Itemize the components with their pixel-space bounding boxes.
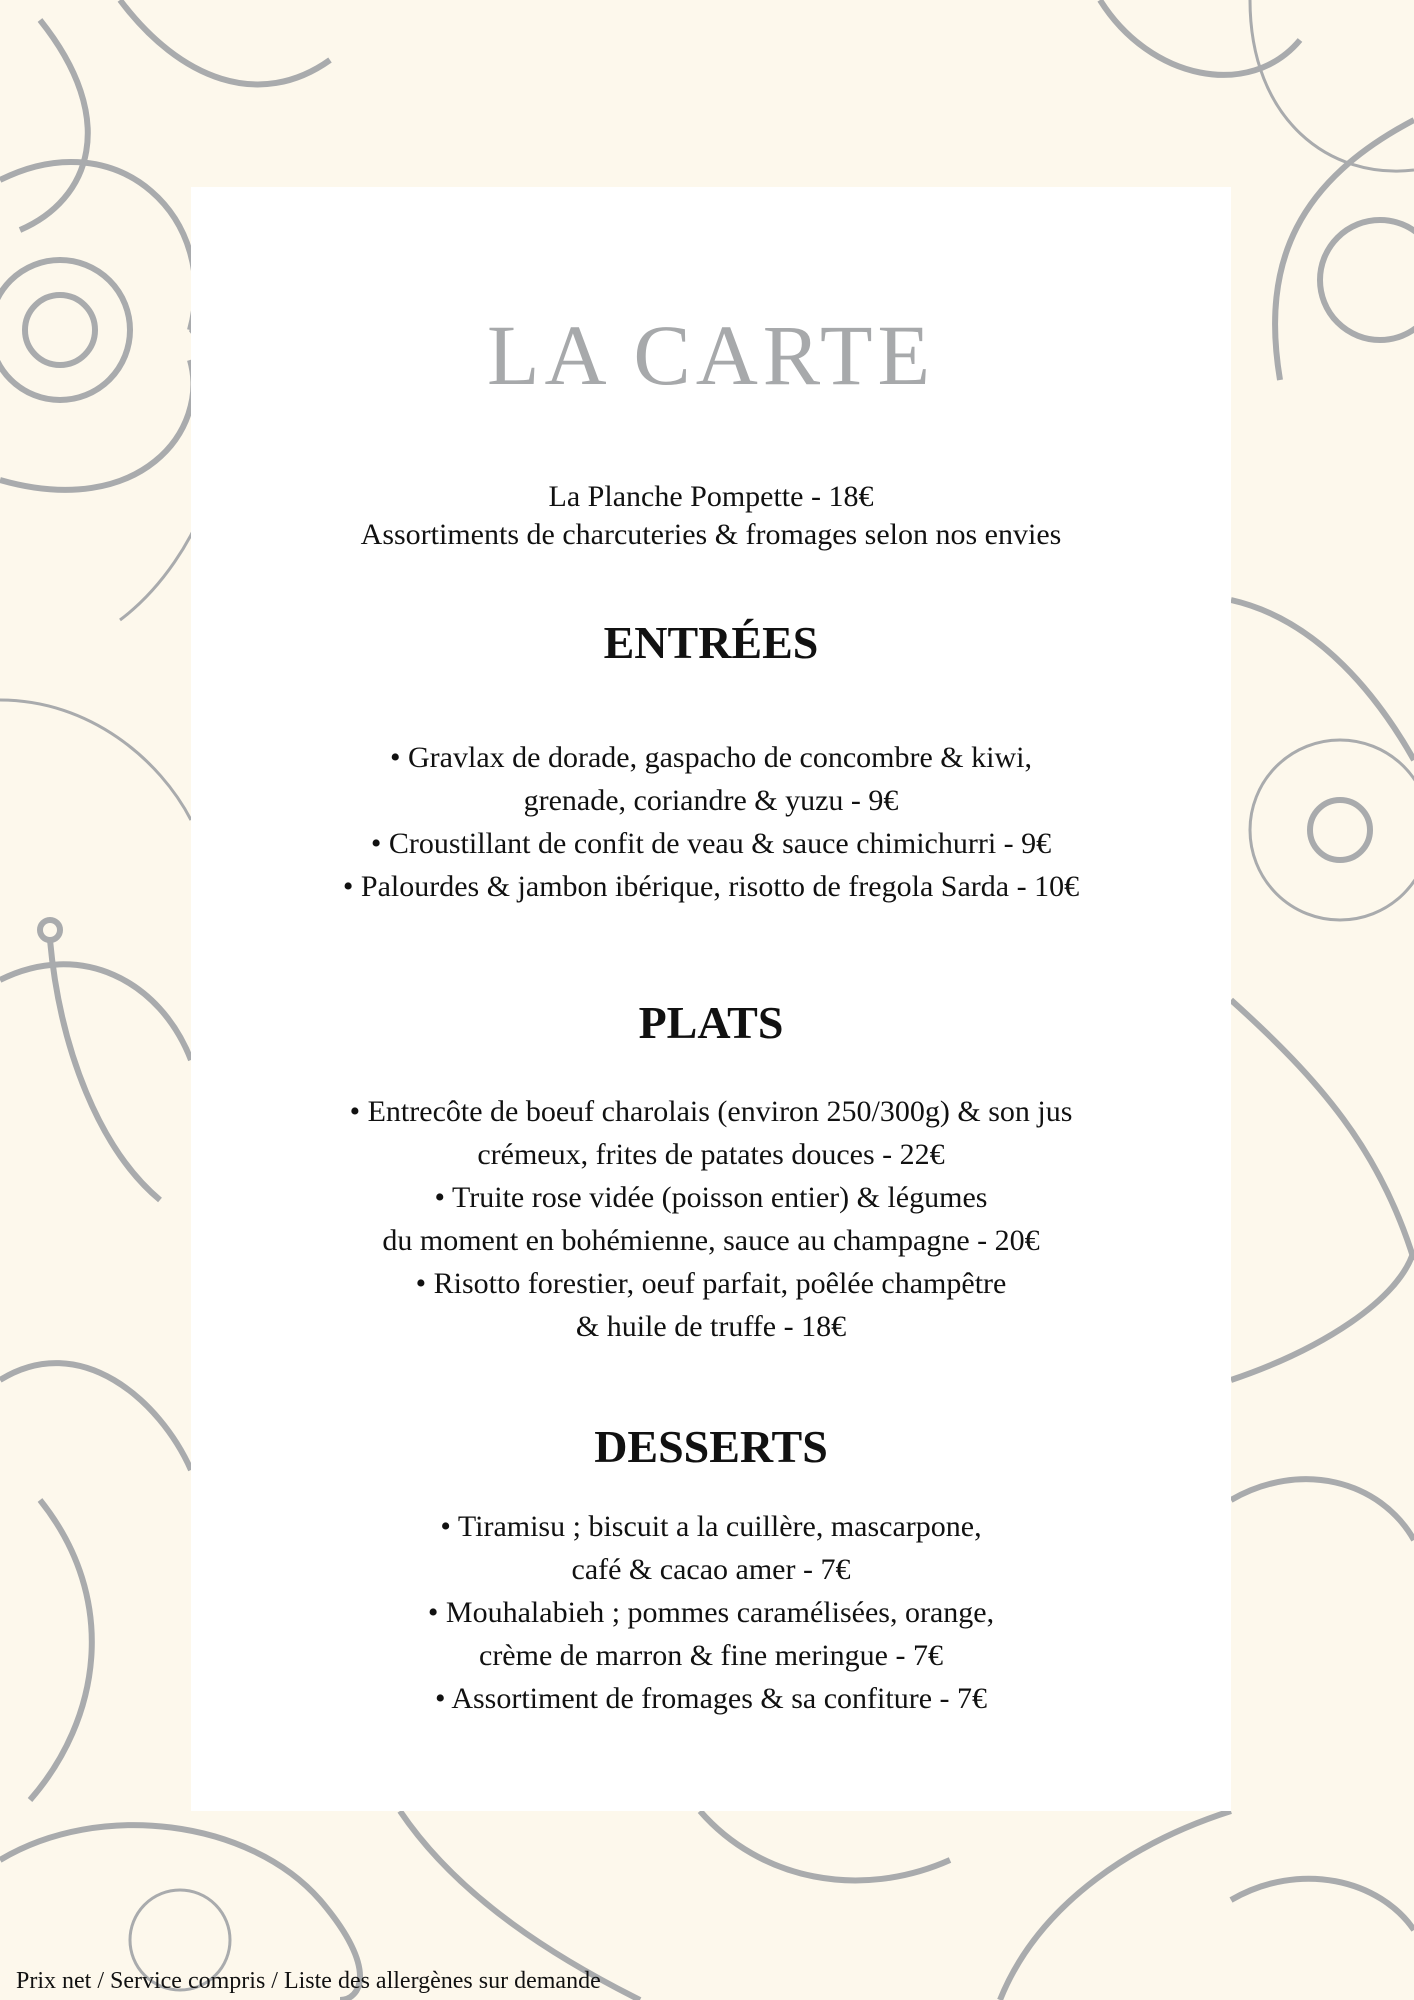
menu-item-line: café & cacao amer - 7€ <box>571 1553 851 1586</box>
menu-item-line: & huile de truffe - 18€ <box>575 1310 847 1343</box>
menu-item-line: • Croustillant de confit de veau & sauce chimichurri - 9€ <box>370 827 1052 860</box>
flower-illustration-right <box>1231 740 1414 1540</box>
section-heading-plats: PLATS <box>638 997 784 1048</box>
menu-item-line: • Risotto forestier, oeuf parfait, poêlée champêtre <box>415 1267 1007 1300</box>
menu-item-line: grenade, coriandre & yuzu - 9€ <box>523 784 899 817</box>
menu-title: LA CARTE <box>486 307 936 403</box>
menu-item-line: • Mouhalabieh ; pommes caramélisées, orange, <box>427 1596 995 1629</box>
intro-description: Assortiments de charcuteries & fromages selon nos envies <box>360 518 1062 551</box>
intro-name: La Planche Pompette - 18€ <box>548 480 874 513</box>
menu-item-line: • Tiramisu ; biscuit a la cuillère, mascarpone, <box>440 1510 982 1543</box>
menu-item-line: crème de marron & fine meringue - 7€ <box>479 1639 943 1672</box>
section-heading-desserts: DESSERTS <box>594 1421 828 1472</box>
menu-item-line: • Assortiment de fromages & sa confiture - 7€ <box>434 1682 988 1715</box>
menu-item-line: • Truite rose vidée (poisson entier) & légumes <box>434 1181 988 1214</box>
menu-item-line: • Entrecôte de boeuf charolais (environ 250/300g) & son jus <box>349 1095 1073 1128</box>
menu-item-line: • Palourdes & jambon ibérique, risotto de fregola Sarda - 10€ <box>342 870 1080 903</box>
section-heading-entrees: ENTRÉES <box>603 617 819 668</box>
menu-item-line: crémeux, frites de patates douces - 22€ <box>477 1138 945 1171</box>
flower-illustration-left <box>0 700 191 1800</box>
footer-note: Prix net / Service compris / Liste des allergènes sur demande <box>16 1968 601 1994</box>
menu-item-line: du moment en bohémienne, sauce au champagne - 20€ <box>382 1224 1040 1257</box>
menu-item-line: • Gravlax de dorade, gaspacho de concombre & kiwi, <box>390 741 1032 774</box>
